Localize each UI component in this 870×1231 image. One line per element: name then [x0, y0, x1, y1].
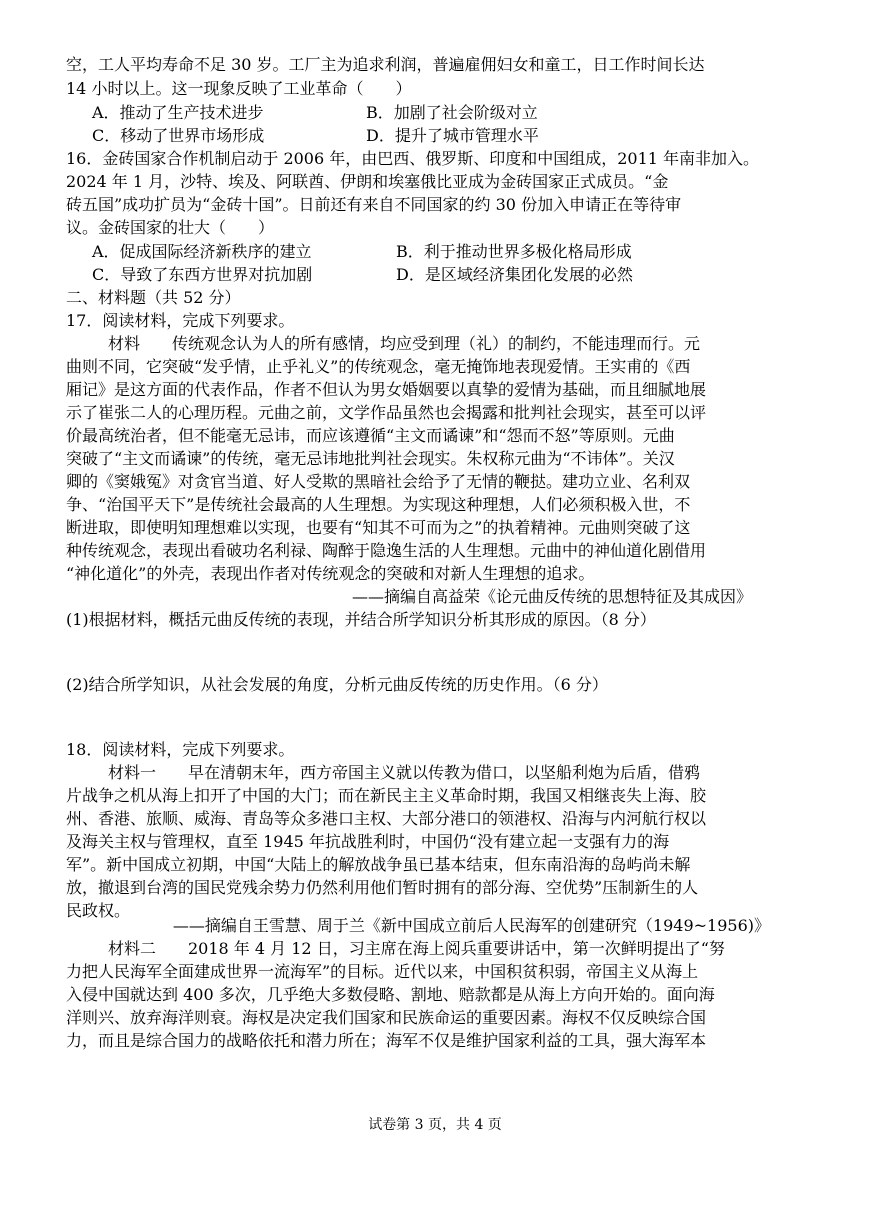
- q17-material-line: 断进取，即使明知理想难以实现，也要有“知其不可而为之”的执着精神。元曲则突破了这: [66, 518, 691, 537]
- q18-material1-line: 民政权。: [66, 901, 131, 920]
- q18-intro: 18．阅读材料，完成下列要求。: [66, 740, 295, 759]
- q16-line-2: 2024 年 1 月，沙特、埃及、阿联酋、伊朗和埃塞俄比亚成为金砖国家正式成员。“金: [66, 172, 669, 191]
- q18-material1-line: 材料一 早在清朝末年，西方帝国主义就以传教为借口，以坚船利炮为后盾，借鸦: [108, 763, 701, 782]
- q15-option-c: C．移动了世界市场形成: [92, 126, 265, 145]
- q16-option-c: C．导致了东西方世界对抗加剧: [92, 265, 313, 284]
- q17-material-line: 示了崔张二人的心理历程。元曲之前，文学作品虽然也会揭露和批判社会现实，甚至可以评: [66, 403, 707, 422]
- q18-material1-line: 放，撤退到台湾的国民党残余势力仍然利用他们暂时拥有的部分海、空优势”压制新生的人: [66, 878, 699, 897]
- q17-material-line: “神化道化”的外壳，表现出作者对传统观念的突破和对新人生理想的追求。: [66, 564, 595, 583]
- q17-material-line: 种传统观念，表现出看破功名利禄、陶醉于隐逸生活的人生理想。元曲中的神仙道化剧借用: [66, 541, 707, 560]
- section-heading: 二、材料题（共 52 分）: [66, 288, 241, 307]
- q16-option-b: B．利于推动世界多极化格局形成: [396, 242, 632, 261]
- q17-material-line: 厢记》是这方面的代表作品，作者不但认为男女婚姻要以真挚的爱情为基础，而且细腻地展: [66, 380, 707, 399]
- q17-material-line: 价最高统治者，但不能毫无忌讳，而应该遵循“主文而谲谏”和“怨而不怒”等原则。元曲: [66, 426, 675, 445]
- q17-material-line: 突破了“主文而谲谏”的传统，毫无忌讳地批判社会现实。朱权称元曲为“不讳体”。关汉: [66, 449, 675, 468]
- q15-line-2: 14 小时以上。这一现象反映了工业革命（ ）: [66, 79, 412, 98]
- q18-material1-line: 军”。新中国成立初期，中国“大陆上的解放战争虽已基本结束，但东南沿海的岛屿尚未解: [66, 855, 691, 874]
- q16-option-d: D．是区域经济集团化发展的必然: [396, 265, 633, 284]
- q18-source-1: ——摘编自王雪慧、周于兰《新中国成立前后人民海军的创建研究（1949~1956)》: [172, 916, 770, 935]
- q15-option-d: D．提升了城市管理水平: [366, 126, 539, 145]
- q18-material1-line: 片战争之机从海上扣开了中国的大门；而在新民主主义革命时期，我国又相继丧失上海、胶: [66, 786, 707, 805]
- q16-option-a: A．促成国际经济新秩序的建立: [92, 242, 312, 261]
- q18-material1-line: 及海关主权与管理权，直至 1945 年抗战胜利时，中国仍“没有建立起一支强有力的海: [66, 832, 670, 851]
- q18-material2-line: 洋则兴、放弃海洋则衰。海权是决定我们国家和民族命运的重要因素。海权不仅反映综合国: [66, 1008, 707, 1027]
- q17-material-line: 曲则不同，它突破“发乎情，止乎礼义”的传统观念，毫无掩饰地表现爱情。王实甫的《西: [66, 357, 691, 376]
- q17-material-line: 材料 传统观念认为人的所有感情，均应受到理（礼）的制约，不能违理而行。元: [108, 334, 701, 353]
- q17-source: ——摘编自高益荣《论元曲反传统的思想特征及其成因》: [351, 587, 752, 606]
- q15-option-b: B．加剧了社会阶级对立: [366, 103, 538, 122]
- q17-material-line: 卿的《窦娥冤》对贪官当道、好人受欺的黑暗社会给予了无情的鞭挞。建功立业、名利双: [66, 472, 691, 491]
- q18-material2-line: 力把人民海军全面建成世界一流海军”的目标。近代以来，中国积贫积弱，帝国主义从海上: [66, 962, 699, 981]
- page-footer: 试卷第 3 页，共 4 页: [368, 1117, 502, 1133]
- q16-line-3: 砖五国”成功扩员为“金砖十国”。日前还有来自不同国家的约 30 份加入申请正在等待审: [66, 195, 682, 214]
- q17-subquestion-1: (1)根据材料，概括元曲反传统的表现，并结合所学知识分析其形成的原因。（8 分）: [66, 610, 656, 629]
- q15-option-a: A．推动了生产技术进步: [92, 103, 264, 122]
- q17-material-line: 争、“治国平天下”是传统社会最高的人生理想。为实现这种理想，人们必须积极入世，不: [66, 495, 691, 514]
- q18-material2-line: 材料二 2018 年 4 月 12 日，习主席在海上阅兵重要讲话中，第一次鲜明提出了“努: [108, 939, 725, 958]
- q17-intro: 17．阅读材料，完成下列要求。: [66, 311, 295, 330]
- q16-line-4: 议。金砖国家的壮大（ ）: [66, 218, 275, 237]
- q18-material1-line: 州、香港、旅顺、威海、青岛等众多港口主权、大部分港口的领港权、沿海与内河航行权以: [66, 809, 707, 828]
- q18-material2-line: 入侵中国就达到 400 多次，几乎绝大多数侵略、割地、赔款都是从海上方向开始的。面向海: [66, 985, 715, 1004]
- q17-subquestion-2: (2)结合所学知识，从社会发展的角度，分析元曲反传统的历史作用。（6 分）: [66, 675, 608, 694]
- q18-material2-line: 力，而且是综合国力的战略依托和潜力所在；海军不仅是维护国家利益的工具，强大海军本: [66, 1031, 707, 1050]
- q16-line-1: 16．金砖国家合作机制启动于 2006 年，由巴西、俄罗斯、印度和中国组成，2011 年南非加入。: [66, 149, 760, 168]
- q15-line-1: 空，工人平均寿命不足 30 岁。工厂主为追求利润，普遍雇佣妇女和童工，日工作时间长达: [66, 55, 705, 74]
